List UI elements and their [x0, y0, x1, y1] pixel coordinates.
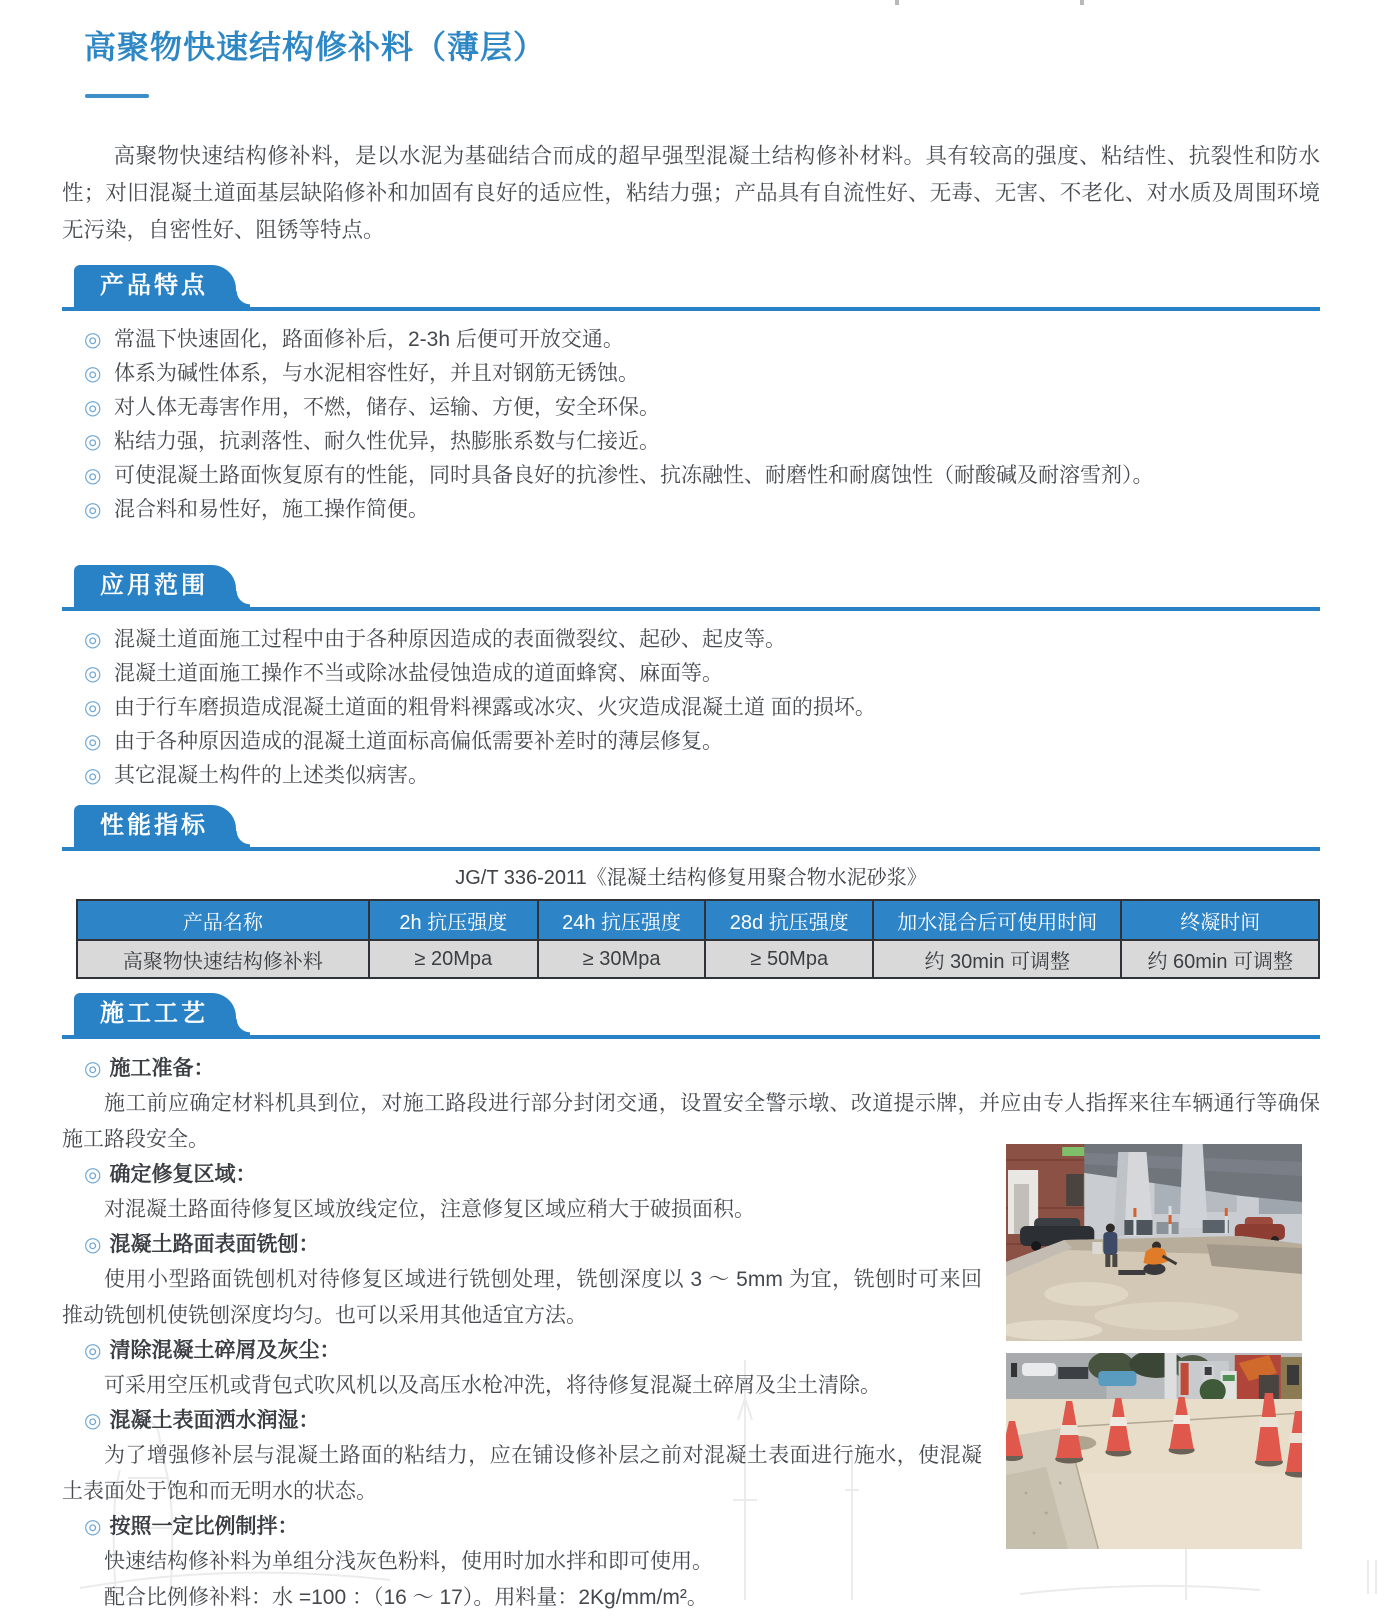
table-cell: 高聚物快速结构修补料 [77, 940, 369, 978]
section-header-process [62, 993, 1320, 1039]
list-item-text: 常温下快速固化，路面修补后，2-3h 后便可开放交通。 [114, 328, 624, 351]
list-item [84, 691, 1320, 725]
bullseye-bullet-icon: ◎ [84, 731, 102, 753]
list-item-text: 对人体无毒害作用，不燃，储存、运输、方便，安全环保。 [114, 396, 660, 419]
bullseye-bullet-icon: ◎ [84, 1340, 102, 1362]
intro-paragraph: 高聚物快速结构修补料，是以水泥为基础结合而成的超早强型混凝土结构修补材料。具有较高的强度、粘结性、抗裂性和防水性；对旧混凝土道面基层缺陷修补和加固有良好的适应性，粘结力强；产品具有自流性好、无毒、无害、不老化、对水质及周围环境无污染，自密性好、阻锈等特点。 [62, 144, 1320, 242]
page-title: 高聚物快速结构修补料（薄层） [84, 29, 547, 65]
title-underline [85, 94, 149, 98]
bullseye-bullet-icon: ◎ [84, 431, 102, 453]
section-rule [62, 307, 1320, 311]
bullseye-bullet-icon: ◎ [84, 1234, 102, 1256]
section-rule [62, 607, 1320, 611]
bullseye-bullet-icon: ◎ [84, 499, 102, 521]
section-header-applications [62, 565, 1320, 611]
table-header-cell: 24h 抗压强度 [538, 900, 706, 940]
step-body-text: 对混凝土路面待修复区域放线定位，注意修复区域应稍大于破损面积。 [104, 1198, 755, 1221]
step-body-text: 可采用空压机或背包式吹风机以及高压水枪冲洗，将待修复混凝土碎屑及尘土清除。 [104, 1374, 881, 1397]
process-step-title [62, 1404, 1320, 1438]
step-title-text: 确定修复区域： [109, 1163, 257, 1186]
list-item-text: 其它混凝土构件的上述类似病害。 [114, 764, 429, 787]
bullseye-bullet-icon: ◎ [84, 629, 102, 651]
process-step-title [62, 1052, 1320, 1086]
list-item-text: 混凝土道面施工操作不当或除冰盐侵蚀造成的道面蜂窝、麻面等。 [114, 662, 723, 685]
process-step [62, 1052, 1320, 1158]
section-tab-label: 施工工艺 [100, 1000, 208, 1027]
process-section [62, 1052, 1320, 1616]
section-rule [62, 1035, 1320, 1039]
table-header-cell: 2h 抗压强度 [369, 900, 538, 940]
list-item-text: 粘结力强，抗剥落性、耐久性优异，热膨胀系数与仁接近。 [114, 430, 660, 453]
bullseye-bullet-icon: ◎ [84, 329, 102, 351]
step-title-text: 混凝土路面表面铣刨： [109, 1233, 320, 1256]
features-list [62, 323, 1320, 527]
step-body-text: 配合比例修补料：水 =100 ：（16 ～ 17）。用料量：2Kg/mm/m²。 [104, 1586, 708, 1609]
section-tab-label: 性能指标 [100, 812, 208, 839]
table-cell: ≥ 30Mpa [538, 940, 706, 978]
step-body-text: 施工前应确定材料机具到位，对施工路段进行部分封闭交通，设置安全警示墩、改道提示牌，并应由专人指挥来往车辆通行等确保施工路段安全。 [62, 1092, 1320, 1151]
section-tab-features [74, 265, 236, 307]
table-cell: ≥ 20Mpa [369, 940, 538, 978]
process-step-title [62, 1334, 1320, 1368]
step-title-text: 混凝土表面洒水润湿： [109, 1409, 320, 1432]
list-item [84, 425, 1320, 459]
list-item [84, 459, 1320, 493]
section-tab-performance [74, 805, 236, 847]
performance-table [76, 899, 1320, 979]
list-item [84, 759, 1320, 793]
list-item [84, 323, 1320, 357]
list-item [84, 391, 1320, 425]
table-header-cell: 28d 抗压强度 [705, 900, 873, 940]
list-item-text: 由于行车磨损造成混凝土道面的粗骨料裸露或冰灾、火灾造成混凝土道 面的损坏。 [114, 696, 876, 719]
list-item-text: 可使混凝土路面恢复原有的性能，同时具备良好的抗渗性、抗冻融性、耐磨性和耐腐蚀性（耐酸碱及耐溶雪剂）。 [114, 464, 1154, 487]
standard-caption: JG/T 336-2011《混凝土结构修复用聚合物水泥砂浆》 [455, 867, 927, 889]
bullseye-bullet-icon: ◎ [84, 397, 102, 419]
section-tab-process [74, 993, 236, 1035]
section-tab-label: 产品特点 [100, 272, 208, 299]
process-step-title [62, 1158, 1320, 1192]
list-item [84, 623, 1320, 657]
list-item [84, 725, 1320, 759]
section-header-features [62, 265, 1320, 311]
step-body-text: 使用小型路面铣刨机对待修复区域进行铣刨处理，铣刨深度以 3 ～ 5mm 为宜，铣刨时可来回推动铣刨机使铣刨深度均匀。也可以采用其他适宜方法。 [62, 1268, 982, 1327]
list-item [84, 357, 1320, 391]
table-cell: ≥ 50Mpa [705, 940, 873, 978]
step-title-text: 按照一定比例制拌： [109, 1515, 299, 1538]
bullseye-bullet-icon: ◎ [84, 363, 102, 385]
list-item-text: 混合料和易性好，施工操作简便。 [114, 498, 429, 521]
page-edge-artifact [895, 0, 899, 5]
step-title-text: 施工准备： [109, 1057, 215, 1080]
process-step-title [62, 1228, 1320, 1262]
step-body-text: 快速结构修补料为单组分浅灰色粉料，使用时加水拌和即可使用。 [104, 1550, 713, 1573]
table-header-cell: 终凝时间 [1121, 900, 1319, 940]
bullseye-bullet-icon: ◎ [84, 1516, 102, 1538]
table-row [77, 940, 1319, 978]
applications-list [62, 623, 1320, 793]
bullseye-bullet-icon: ◎ [84, 765, 102, 787]
section-header-performance [62, 805, 1320, 851]
bullseye-bullet-icon: ◎ [84, 1410, 102, 1432]
table-header-row [77, 900, 1319, 940]
bullseye-bullet-icon: ◎ [84, 663, 102, 685]
page-edge-artifact [1080, 0, 1084, 5]
bullseye-bullet-icon: ◎ [84, 1164, 102, 1186]
step-body-text: 为了增强修补层与混凝土路面的粘结力，应在铺设修补层之前对混凝土表面进行施水，使混凝土表面处于饱和而无明水的状态。 [62, 1444, 982, 1503]
table-cell: 约 60min 可调整 [1121, 940, 1319, 978]
list-item-text: 由于各种原因造成的混凝土道面标高偏低需要补差时的薄层修复。 [114, 730, 723, 753]
table-header-cell: 加水混合后可使用时间 [873, 900, 1121, 940]
list-item [84, 493, 1320, 527]
table-cell: 约 30min 可调整 [873, 940, 1121, 978]
bullseye-bullet-icon: ◎ [84, 697, 102, 719]
process-step [62, 1510, 1320, 1616]
list-item-text: 体系为碱性体系，与水泥相容性好，并且对钢筋无锈蚀。 [114, 362, 639, 385]
table-header-cell: 产品名称 [77, 900, 369, 940]
section-tab-applications [74, 565, 236, 607]
bullseye-bullet-icon: ◎ [84, 1058, 102, 1080]
list-item-text: 混凝土道面施工过程中由于各种原因造成的表面微裂纹、起砂、起皮等。 [114, 628, 786, 651]
section-rule [62, 847, 1320, 851]
bullseye-bullet-icon: ◎ [84, 465, 102, 487]
process-step-title [62, 1510, 1320, 1544]
step-title-text: 清除混凝土碎屑及灰尘： [109, 1339, 341, 1362]
section-tab-label: 应用范围 [100, 572, 208, 599]
list-item [84, 657, 1320, 691]
